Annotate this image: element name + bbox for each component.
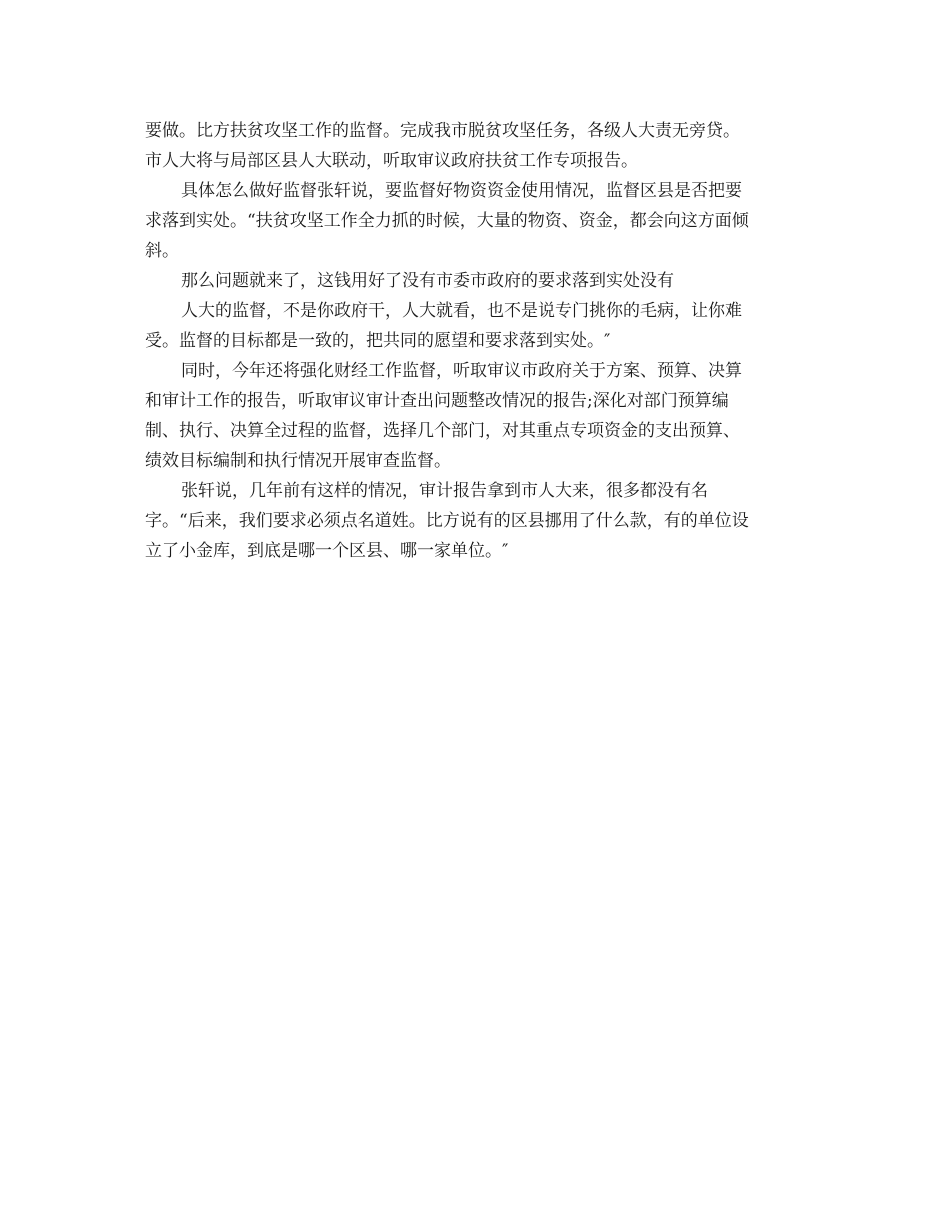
text-line: 制、执行、决算全过程的监督，选择几个部门，对其重点专项资金的支出预算、	[145, 421, 740, 441]
text-line: 受。监督的目标都是一致的，把共同的愿望和要求落到实处。″	[145, 331, 611, 351]
text-line: 张轩说，几年前有这样的情况，审计报告拿到市人大来，很多都没有名	[181, 481, 708, 501]
text-line: 求落到实处。“扶贫攻坚工作全力抓的时候，大量的物资、资金，都会向这方面倾	[145, 211, 749, 231]
text-line: 要做。比方扶贫攻坚工作的监督。完成我市脱贫攻坚任务，各级人大责无旁贷。	[145, 121, 740, 141]
text-line: 和审计工作的报告，听取审议审计查出问题整改情况的报告;深化对部门预算编	[145, 391, 729, 411]
text-line: 人大的监督，不是你政府干，人大就看，也不是说专门挑你的毛病，让你难	[181, 301, 742, 321]
text-line: 字。“后来，我们要求必须点名道姓。比方说有的区县挪用了什么款，有的单位设	[145, 511, 749, 531]
text-line: 那么问题就来了，这钱用好了没有市委市政府的要求落到实处没有	[181, 271, 674, 291]
text-line: 绩效目标编制和执行情况开展审查监督。	[145, 451, 451, 471]
text-line: 同时，今年还将强化财经工作监督，听取审议市政府关于方案、预算、决算	[181, 361, 742, 381]
body-text	[145, 116, 810, 566]
text-line: 斜。	[145, 241, 179, 261]
text-line: 市人大将与局部区县人大联动，听取审议政府扶贫工作专项报告。	[145, 151, 638, 171]
text-line: 具体怎么做好监督张轩说，要监督好物资资金使用情况，监督区县是否把要	[181, 181, 742, 201]
text-line: 立了小金库，到底是哪一个区县、哪一家单位。″	[145, 541, 509, 561]
